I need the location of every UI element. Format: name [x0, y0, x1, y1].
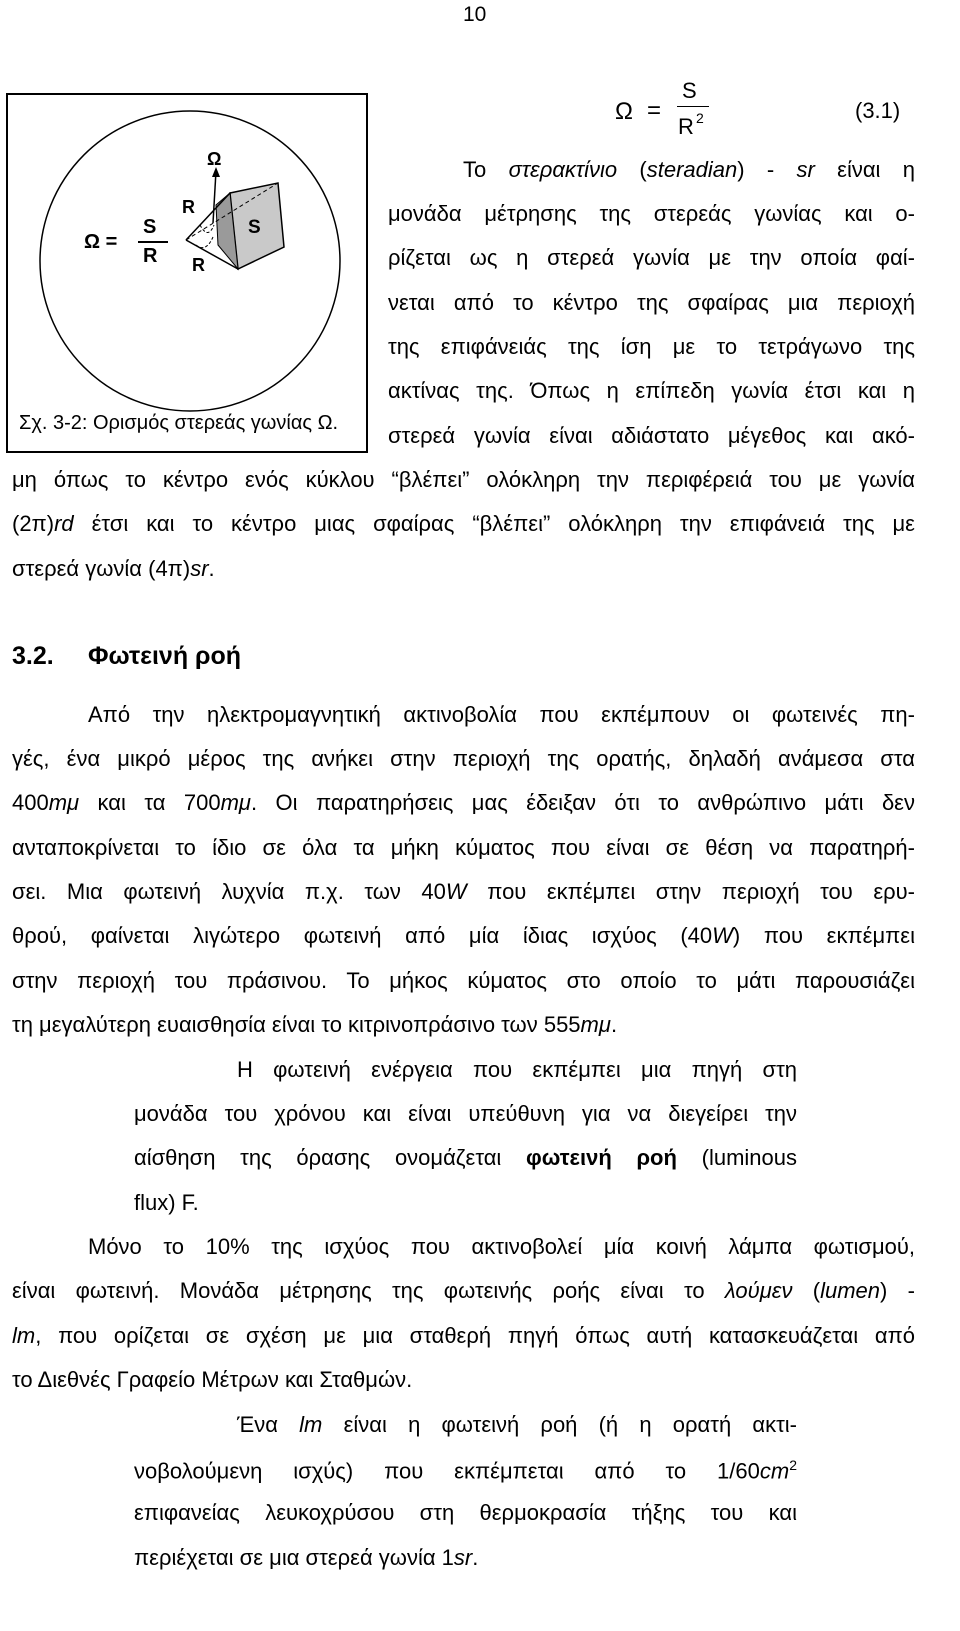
para1-line-7: στην περιοχή του πράσινου. Το μήκος κύματος στο οποίο το μάτι παρουσιάζει [12, 968, 915, 993]
para4-line-3: επιφανείας λευκοχρύσου στη θερμοκρασία τήξης του και [134, 1500, 797, 1525]
para2-line-3: αίσθηση της όρασης ονομάζεται φωτεινή ροή (luminous [134, 1145, 797, 1170]
steradian-line-3: ρίζεται ως η στερεά γωνία με την οποία φαί- [388, 245, 915, 270]
para1-line-5: σει. Μια φωτεινή λυχνία π.χ. των 40W που εκπέμπει στην περιοχή του ερυ- [12, 879, 915, 904]
para2-line-4: flux) F. [134, 1190, 199, 1215]
steradian-line-9: (2π)rd έτσι και το κέντρο μιας σφαίρας “βλέπει” ολόκληρη την επιφάνειά της με [12, 511, 915, 536]
equation-lhs: Ω [615, 98, 633, 125]
steradian-line-4: νεται από το κέντρο της σφαίρας μια περιοχή [388, 290, 915, 315]
steradian-line-6: ακτίνας της. Όπως η επίπεδη γωνία έτσι και η [388, 378, 915, 403]
para2-line-1: Η φωτεινή ενέργεια που εκπέμπει μια πηγή στη [237, 1057, 797, 1082]
figure-s-label: S [248, 217, 261, 238]
steradian-line-1: Το στερακτίνιο (steradian) - sr είναι η [463, 157, 915, 182]
equation-label: (3.1) [855, 98, 901, 123]
para3-line-2: είναι φωτεινή. Μονάδα μέτρησης της φωτεινής ροής είναι το λούμεν (lumen) - [12, 1278, 915, 1303]
para1-line-6: θρού, φαίνεται λιγώτερο φωτεινή από μία ίδιας ισχύος (40W) που εκπέμπει [12, 923, 915, 948]
figure-formula-den: R [143, 245, 158, 267]
figure-formula-lhs: Ω = [84, 231, 118, 253]
steradian-line-8: μη όπως το κέντρο ενός κύκλου “βλέπει” ολόκληρη την περιφέρειά του με γωνία [12, 467, 915, 492]
figure-r-bottom: R [192, 255, 205, 275]
equation-equals: = [647, 97, 662, 124]
section-number: 3.2. [12, 642, 54, 670]
figure-caption: Σχ. 3-2: Ορισμός στερεάς γωνίας Ω. [19, 412, 339, 434]
para4-line-1: Ένα lm είναι η φωτεινή ροή (ή η ορατή ακτι- [237, 1412, 797, 1437]
steradian-line-10: στερεά γωνία (4π)sr. [12, 556, 215, 581]
equation-exponent: 2 [696, 110, 704, 126]
figure-box [6, 93, 368, 453]
fraction-bar [677, 106, 709, 107]
sphere-circle [40, 111, 340, 411]
figure-r-top: R [182, 197, 195, 217]
steradian-line-2: μονάδα μέτρησης της στερεάς γωνίας και ο- [388, 201, 915, 226]
para1-line-1: Από την ηλεκτρομαγνητική ακτινοβολία που εκπέμπουν οι φωτεινές πη- [88, 702, 915, 727]
steradian-line-5: της επιφάνειάς της ίση με το τετράγωνο της [388, 334, 915, 359]
steradian-diagram [8, 95, 366, 451]
para3-line-1: Μόνο το 10% της ισχύος που ακτινοβολεί μία κοινή λάμπα φωτισμού, [88, 1234, 915, 1259]
para1-line-2: γές, ένα μικρό μέρος της ανήκει στην περιοχή της ορατής, δηλαδή ανάμεσα στα [12, 746, 915, 771]
para3-line-3: lm, που ορίζεται σε σχέση με μια σταθερή πηγή όπως αυτή κατασκευάζεται από [12, 1323, 915, 1348]
equation-numerator: S [682, 78, 697, 103]
para4-line-4: περιέχεται σε μια στερεά γωνία 1sr. [134, 1545, 479, 1570]
para3-line-4: το Διεθνές Γραφείο Μέτρων και Σταθμών. [12, 1367, 413, 1392]
steradian-line-7: στερεά γωνία είναι αδιάστατο μέγεθος και ακό- [388, 423, 915, 448]
para2-line-2: μονάδα του χρόνου και είναι υπεύθυνη για να διεγείρει την [134, 1101, 797, 1126]
figure-omega-label: Ω [207, 149, 222, 169]
para4-line-2: νοβολούμενη ισχύς) που εκπέμπεται από το $1/60cm^2$ [134, 1457, 797, 1484]
para1-line-8: τη μεγαλύτερη ευαισθησία είναι το κιτρινοπράσινο των 555mμ. [12, 1012, 618, 1037]
para1-line-3: 400mμ και τα 700mμ. Οι παρατηρήσεις μας έδειξαν ότι το ανθρώπινο μάτι δεν [12, 790, 915, 815]
page-number: 10 [463, 3, 487, 26]
equation-denominator: R [678, 114, 694, 139]
figure-formula-num: S [143, 216, 157, 238]
section-title: Φωτεινή ροή [88, 642, 242, 670]
para1-line-4: ανταποκρίνεται το ίδιο σε όλα τα μήκη κύματος που είναι σε θέση να παρατηρή- [12, 835, 915, 860]
